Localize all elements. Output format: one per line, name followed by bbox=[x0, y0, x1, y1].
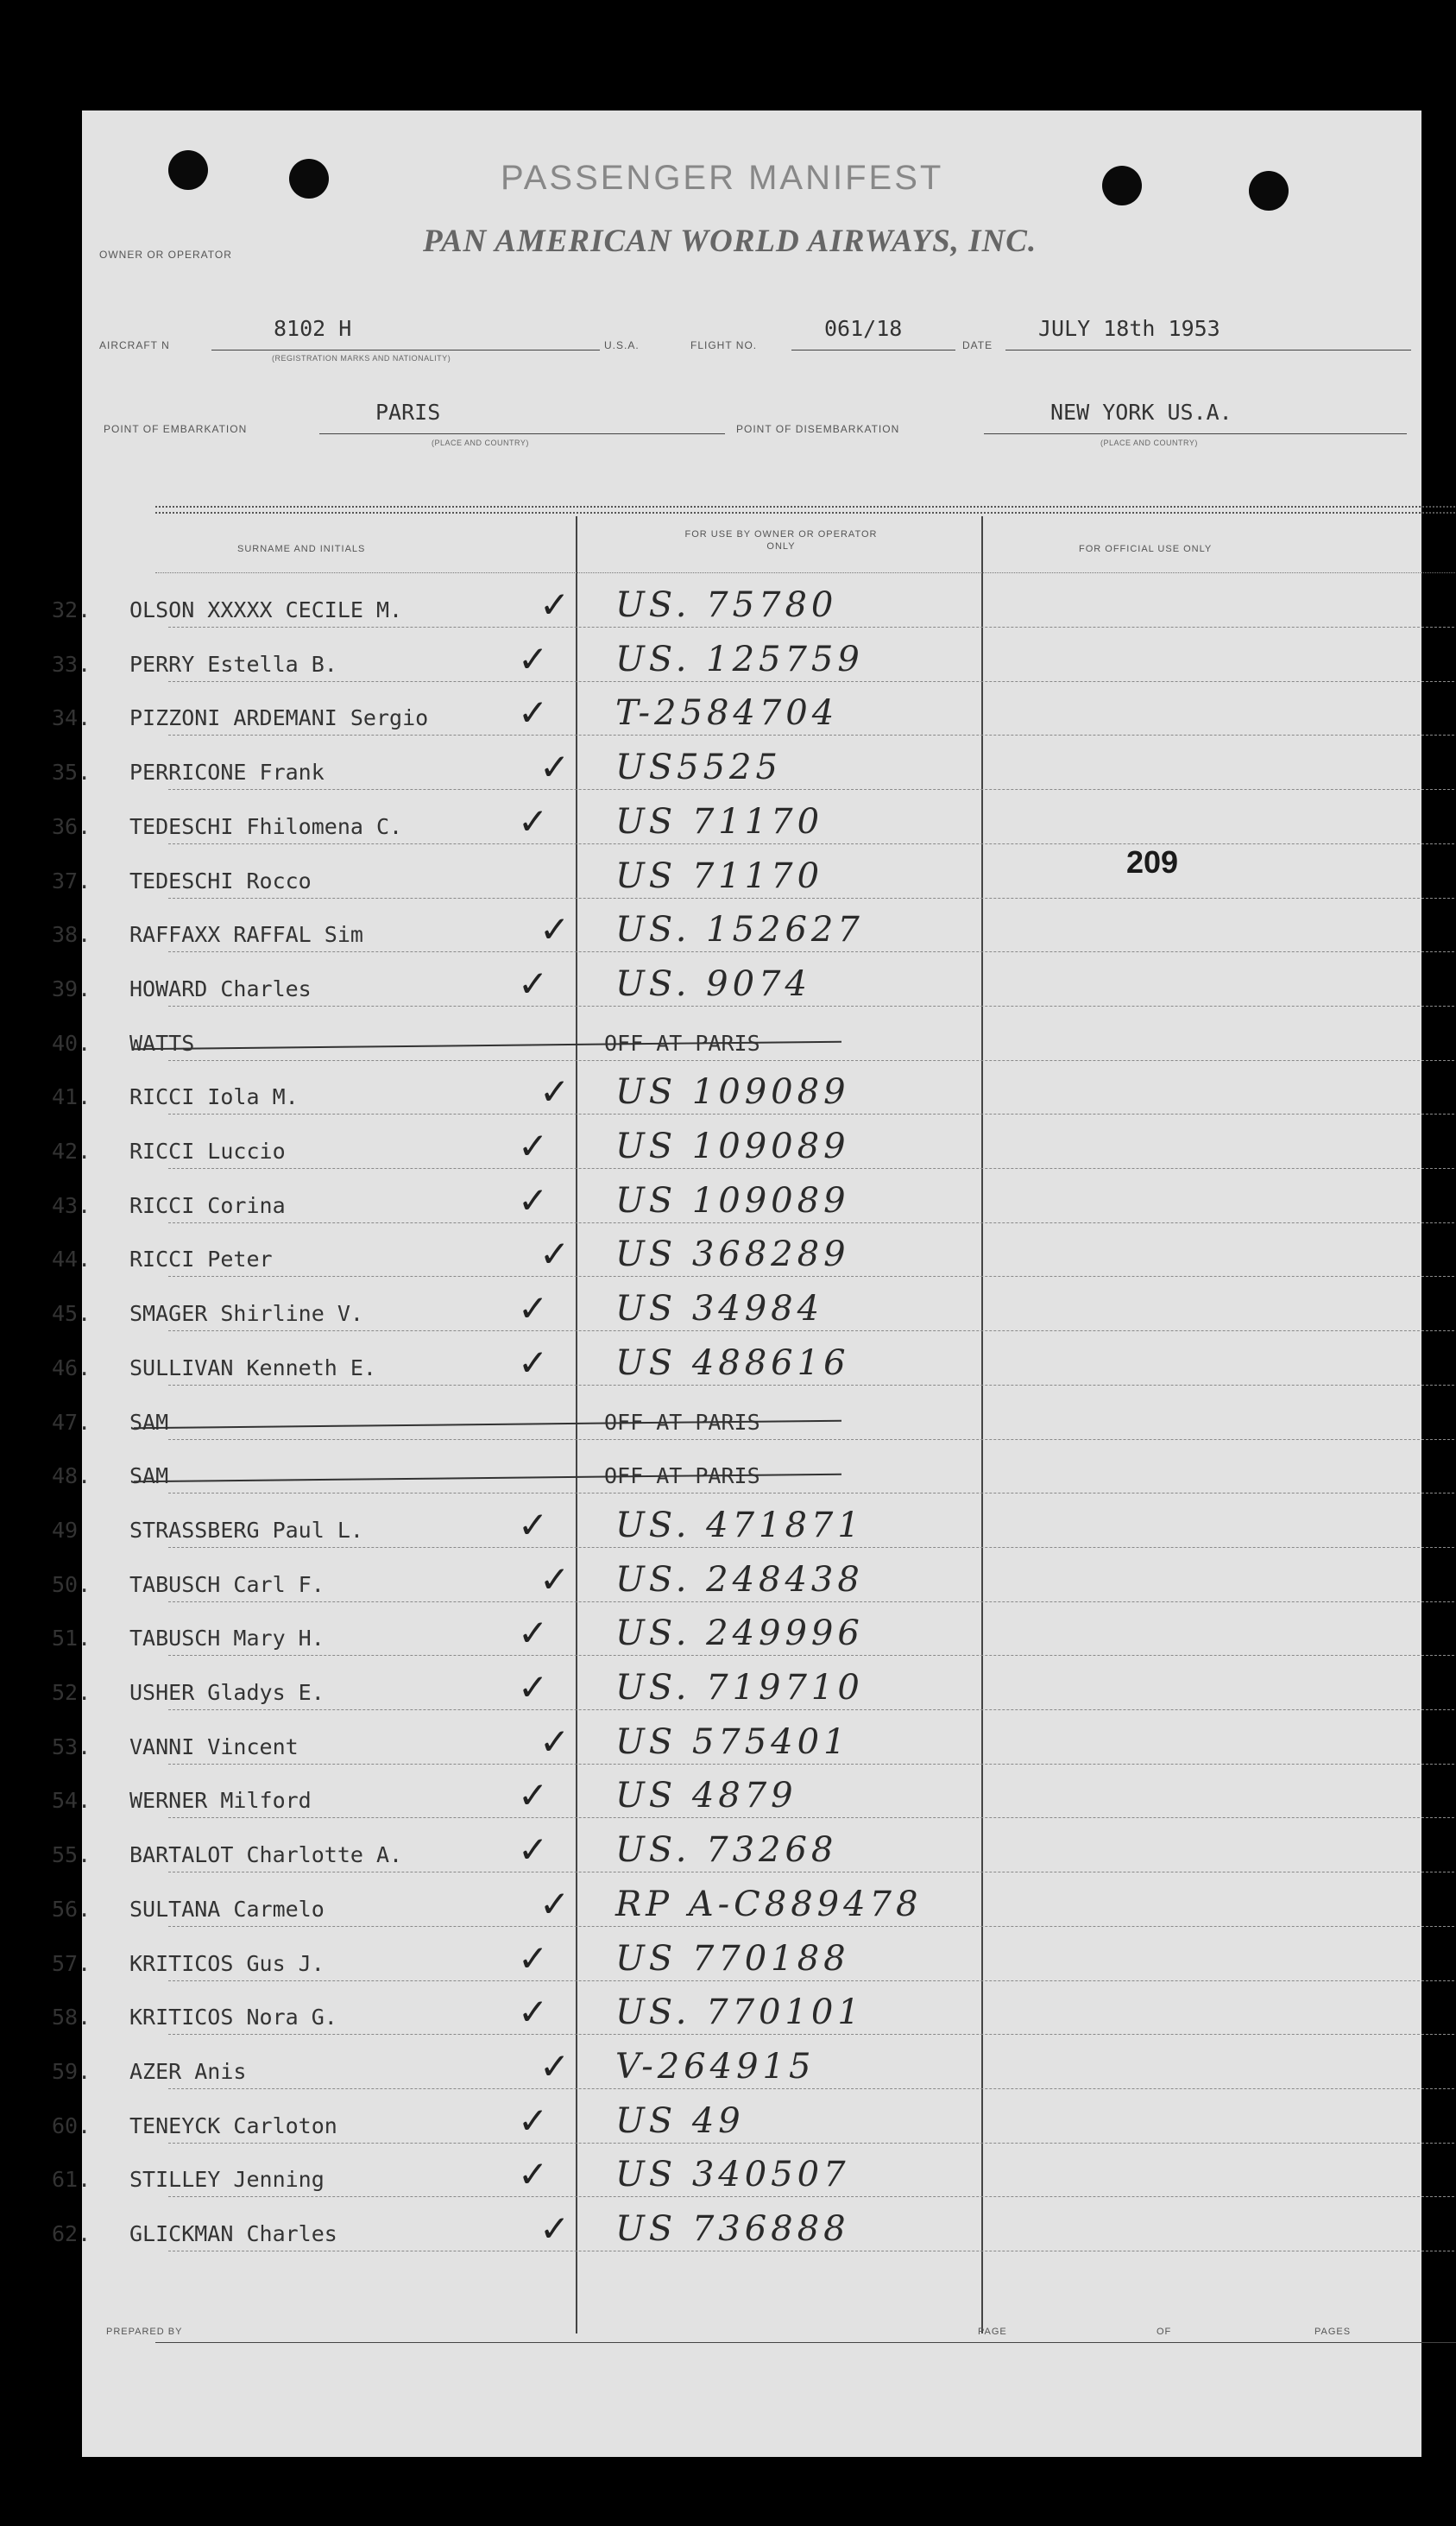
document-number: US. 471871 bbox=[615, 1506, 864, 1545]
table-top-rule-1 bbox=[155, 506, 1456, 508]
passenger-name: SAM bbox=[129, 1463, 169, 1488]
passenger-name: RAFFAXX RAFFAL Sim bbox=[129, 922, 363, 947]
document-number: US. 125759 bbox=[615, 640, 864, 679]
row-rule bbox=[168, 1980, 1454, 1981]
passenger-row bbox=[52, 1125, 1421, 1177]
document-number: US 109089 bbox=[615, 1127, 850, 1166]
row-number: 44. bbox=[52, 1247, 91, 1272]
passenger-row bbox=[52, 1883, 1421, 1935]
passenger-name: SULTANA Carmelo bbox=[129, 1897, 325, 1922]
passenger-name: WATTS bbox=[129, 1031, 195, 1056]
passenger-row bbox=[52, 963, 1421, 1014]
check-mark: ✓ bbox=[518, 1125, 549, 1167]
check-mark: ✓ bbox=[518, 1828, 549, 1871]
passenger-row bbox=[52, 1828, 1421, 1880]
passenger-row bbox=[52, 584, 1421, 635]
passenger-row bbox=[52, 746, 1421, 798]
check-mark: ✓ bbox=[518, 2100, 549, 2142]
document-number: RP A-C889478 bbox=[615, 1885, 923, 1924]
row-number: 41. bbox=[52, 1084, 91, 1109]
check-mark: ✓ bbox=[539, 2207, 570, 2250]
document-number: US 340507 bbox=[615, 2155, 850, 2194]
row-number: 54. bbox=[52, 1788, 91, 1813]
document-number: OFF AT PARIS bbox=[604, 1410, 760, 1435]
flight-label: FLIGHT NO. bbox=[690, 339, 758, 351]
passenger-name: KRITICOS Nora G. bbox=[129, 2005, 337, 2030]
check-mark: ✓ bbox=[518, 691, 549, 734]
row-rule bbox=[168, 681, 1454, 682]
row-rule bbox=[168, 1385, 1454, 1386]
check-mark: ✓ bbox=[518, 1342, 549, 1384]
passenger-name: TENEYCK Carloton bbox=[129, 2113, 337, 2138]
row-rule bbox=[168, 1817, 1454, 1818]
passenger-row bbox=[52, 855, 1421, 906]
document-number: US 34984 bbox=[615, 1289, 824, 1329]
disembark-label: POINT OF DISEMBARKATION bbox=[736, 423, 900, 435]
row-rule bbox=[168, 1709, 1454, 1710]
document-number: US. 770101 bbox=[615, 1992, 864, 2032]
row-number: 35. bbox=[52, 760, 91, 785]
passenger-row bbox=[52, 1017, 1421, 1069]
row-number: 59. bbox=[52, 2059, 91, 2084]
document-number: US 736888 bbox=[615, 2209, 850, 2249]
row-rule bbox=[168, 1060, 1454, 1061]
passenger-row bbox=[52, 1774, 1421, 1826]
check-mark: ✓ bbox=[518, 963, 549, 1005]
passenger-name: VANNI Vincent bbox=[129, 1734, 299, 1759]
manifest-page bbox=[52, 111, 1421, 2457]
column-header-name: SURNAME AND INITIALS bbox=[237, 544, 366, 554]
passenger-name: TEDESCHI Fhilomena C. bbox=[129, 814, 403, 839]
document-number: US 71170 bbox=[615, 856, 824, 896]
passenger-name: PERRICONE Frank bbox=[129, 760, 325, 785]
row-rule bbox=[168, 1547, 1454, 1548]
check-mark: ✓ bbox=[518, 1287, 549, 1329]
flight-value: 061/18 bbox=[824, 316, 903, 341]
check-mark: ✓ bbox=[518, 1666, 549, 1708]
of-label: OF bbox=[1157, 2327, 1172, 2337]
passenger-name: TEDESCHI Rocco bbox=[129, 868, 312, 894]
column-header-owner: FOR USE BY OWNER OR OPERATOR ONLY bbox=[684, 529, 878, 552]
row-rule bbox=[168, 1276, 1454, 1277]
footer-rule bbox=[155, 2342, 1456, 2343]
row-number: 61. bbox=[52, 2167, 91, 2192]
document-number: US 71170 bbox=[615, 802, 824, 842]
passenger-row bbox=[52, 1558, 1421, 1610]
passenger-name: PERRY Estella B. bbox=[129, 652, 337, 677]
check-mark: ✓ bbox=[518, 1179, 549, 1222]
document-number: US 4879 bbox=[615, 1776, 797, 1816]
row-number: 42. bbox=[52, 1139, 91, 1164]
document-number: US. 9074 bbox=[615, 964, 811, 1004]
passenger-row bbox=[52, 1991, 1421, 2043]
passenger-row bbox=[52, 2100, 1421, 2151]
prepared-by-label: PREPARED BY bbox=[106, 2327, 183, 2337]
row-number: 62. bbox=[52, 2221, 91, 2246]
passenger-row bbox=[52, 1721, 1421, 1772]
row-rule bbox=[168, 735, 1454, 736]
table-top-rule-2 bbox=[155, 512, 1456, 514]
punch-hole-right-1 bbox=[1102, 166, 1142, 205]
check-mark: ✓ bbox=[539, 1233, 570, 1275]
passenger-row bbox=[52, 1233, 1421, 1285]
passenger-name: TABUSCH Mary H. bbox=[129, 1626, 325, 1651]
disembark-place-note: (PLACE AND COUNTRY) bbox=[1100, 439, 1198, 447]
passenger-row bbox=[52, 2045, 1421, 2097]
passenger-row bbox=[52, 1070, 1421, 1122]
row-number: 39. bbox=[52, 976, 91, 1001]
date-value: JULY 18th 1953 bbox=[1038, 316, 1220, 341]
registration-note: (REGISTRATION MARKS AND NATIONALITY) bbox=[272, 354, 451, 363]
row-number: 56. bbox=[52, 1897, 91, 1922]
punch-hole-right-2 bbox=[1249, 171, 1289, 211]
document-number: T-2584704 bbox=[615, 693, 839, 733]
row-rule bbox=[168, 1764, 1454, 1765]
passenger-name: KRITICOS Gus J. bbox=[129, 1951, 325, 1976]
check-mark: ✓ bbox=[539, 1558, 570, 1601]
row-rule bbox=[168, 1926, 1454, 1927]
usa-label: U.S.A. bbox=[604, 339, 640, 351]
row-rule bbox=[168, 1655, 1454, 1656]
passenger-row bbox=[52, 1287, 1421, 1339]
passenger-name: TABUSCH Carl F. bbox=[129, 1572, 325, 1597]
passenger-row bbox=[52, 1396, 1421, 1448]
row-number: 34. bbox=[52, 705, 91, 730]
embark-place-note: (PLACE AND COUNTRY) bbox=[432, 439, 529, 447]
row-number: 50. bbox=[52, 1572, 91, 1597]
row-number: 33. bbox=[52, 652, 91, 677]
document-number: US. 152627 bbox=[615, 910, 864, 950]
document-number: US. 73268 bbox=[615, 1830, 838, 1870]
check-mark: ✓ bbox=[518, 1774, 549, 1816]
row-rule bbox=[168, 2034, 1454, 2035]
row-number: 32. bbox=[52, 597, 91, 622]
passenger-name: GLICKMAN Charles bbox=[129, 2221, 337, 2246]
passenger-name: OLSON XXXXX CECILE M. bbox=[129, 597, 403, 622]
passenger-row bbox=[52, 1612, 1421, 1664]
row-number: 51. bbox=[52, 1626, 91, 1651]
row-number: 57. bbox=[52, 1951, 91, 1976]
row-rule bbox=[168, 843, 1454, 844]
passenger-name: USHER Gladys E. bbox=[129, 1680, 325, 1705]
row-rule bbox=[168, 1601, 1454, 1602]
row-rule bbox=[168, 2196, 1454, 2197]
passenger-row bbox=[52, 2153, 1421, 2205]
passenger-name: SULLIVAN Kenneth E. bbox=[129, 1355, 376, 1380]
check-mark: ✓ bbox=[539, 1721, 570, 1763]
page-label: PAGE bbox=[978, 2327, 1007, 2337]
document-number: US 49 bbox=[615, 2101, 745, 2141]
row-number: 49 bbox=[52, 1518, 79, 1543]
passenger-name: AZER Anis bbox=[129, 2059, 247, 2084]
manifest-title: PASSENGER MANIFEST bbox=[501, 159, 944, 197]
passenger-row bbox=[52, 908, 1421, 960]
row-rule bbox=[168, 1222, 1454, 1223]
check-mark: ✓ bbox=[539, 908, 570, 950]
check-mark: ✓ bbox=[539, 746, 570, 788]
passenger-name: RICCI Corina bbox=[129, 1193, 286, 1218]
check-mark: ✓ bbox=[518, 800, 549, 843]
punch-hole-left-2 bbox=[289, 159, 329, 199]
passenger-name: RICCI Peter bbox=[129, 1247, 273, 1272]
operator-name: PAN AMERICAN WORLD AIRWAYS, INC. bbox=[423, 224, 1037, 259]
document-number: US. 75780 bbox=[615, 585, 838, 625]
document-number: US 109089 bbox=[615, 1072, 850, 1112]
check-mark: ✓ bbox=[539, 2045, 570, 2087]
passenger-row bbox=[52, 1666, 1421, 1718]
owner-label: OWNER OR OPERATOR bbox=[99, 249, 232, 261]
embark-label: POINT OF EMBARKATION bbox=[104, 423, 248, 435]
row-number: 48. bbox=[52, 1463, 91, 1488]
document-number: US 368289 bbox=[615, 1235, 850, 1274]
document-number: US 109089 bbox=[615, 1181, 850, 1221]
passenger-row bbox=[52, 1937, 1421, 1989]
check-mark: ✓ bbox=[539, 1070, 570, 1113]
disembark-value: NEW YORK US.A. bbox=[1050, 400, 1232, 425]
row-rule bbox=[168, 2143, 1454, 2144]
passenger-row bbox=[52, 1504, 1421, 1556]
passenger-row bbox=[52, 800, 1421, 852]
row-number: 38. bbox=[52, 922, 91, 947]
embark-value: PARIS bbox=[375, 400, 441, 425]
row-number: 52. bbox=[52, 1680, 91, 1705]
row-rule bbox=[168, 1439, 1454, 1440]
check-mark: ✓ bbox=[518, 1612, 549, 1654]
row-number: 58. bbox=[52, 2005, 91, 2030]
column-header-official: FOR OFFICIAL USE ONLY bbox=[1079, 544, 1213, 554]
passenger-name: STILLEY Jenning bbox=[129, 2167, 325, 2192]
document-number: US. 248438 bbox=[615, 1560, 864, 1600]
check-mark: ✓ bbox=[539, 584, 570, 626]
passenger-name: RICCI Luccio bbox=[129, 1139, 286, 1164]
check-mark: ✓ bbox=[518, 638, 549, 680]
row-rule bbox=[168, 951, 1454, 952]
row-rule bbox=[168, 2088, 1454, 2089]
row-rule bbox=[168, 1006, 1454, 1007]
passenger-name: PIZZONI ARDEMANI Sergio bbox=[129, 705, 429, 730]
row-number: 37. bbox=[52, 868, 91, 894]
passenger-name: HOWARD Charles bbox=[129, 976, 312, 1001]
row-number: 43. bbox=[52, 1193, 91, 1218]
row-rule bbox=[168, 1168, 1454, 1169]
document-number: US 770188 bbox=[615, 1939, 850, 1979]
row-rule bbox=[168, 627, 1454, 628]
check-mark: ✓ bbox=[539, 1883, 570, 1925]
row-rule bbox=[168, 898, 1454, 899]
row-rule bbox=[168, 1114, 1454, 1115]
pages-label: PAGES bbox=[1314, 2327, 1352, 2337]
official-number: 209 bbox=[1126, 844, 1179, 880]
punch-hole-left-1 bbox=[168, 150, 208, 190]
check-mark: ✓ bbox=[518, 2153, 549, 2195]
passenger-row bbox=[52, 1179, 1421, 1231]
row-number: 40. bbox=[52, 1031, 91, 1056]
disembark-underline bbox=[984, 433, 1407, 434]
document-number: US 488616 bbox=[615, 1343, 850, 1383]
passenger-name: SMAGER Shirline V. bbox=[129, 1301, 363, 1326]
passenger-row bbox=[52, 638, 1421, 690]
passenger-row bbox=[52, 1449, 1421, 1501]
document-number: V-264915 bbox=[615, 2047, 816, 2087]
header-rule bbox=[155, 572, 1456, 573]
document-number: US5525 bbox=[615, 748, 782, 787]
row-rule bbox=[168, 789, 1454, 790]
check-mark: ✓ bbox=[518, 1991, 549, 2033]
row-number: 36. bbox=[52, 814, 91, 839]
row-number: 53. bbox=[52, 1734, 91, 1759]
row-number: 46. bbox=[52, 1355, 91, 1380]
aircraft-value: 8102 H bbox=[274, 316, 352, 341]
row-number: 55. bbox=[52, 1842, 91, 1867]
document-number: US. 249996 bbox=[615, 1613, 864, 1653]
passenger-name: RICCI Iola M. bbox=[129, 1084, 299, 1109]
aircraft-label: AIRCRAFT N bbox=[99, 339, 170, 351]
passenger-name: SAM bbox=[129, 1410, 169, 1435]
passenger-name: BARTALOT Charlotte A. bbox=[129, 1842, 403, 1867]
passenger-name: WERNER Milford bbox=[129, 1788, 312, 1813]
row-rule bbox=[168, 1330, 1454, 1331]
row-number: 47. bbox=[52, 1410, 91, 1435]
document-number: OFF AT PARIS bbox=[604, 1031, 760, 1056]
passenger-name: STRASSBERG Paul L. bbox=[129, 1518, 363, 1543]
document-number: OFF AT PARIS bbox=[604, 1463, 760, 1488]
document-number: US 575401 bbox=[615, 1722, 850, 1762]
document-number: US. 719710 bbox=[615, 1668, 864, 1708]
row-number: 45. bbox=[52, 1301, 91, 1326]
check-mark: ✓ bbox=[518, 1937, 549, 1980]
row-number: 60. bbox=[52, 2113, 91, 2138]
passenger-row bbox=[52, 691, 1421, 743]
passenger-row bbox=[52, 2207, 1421, 2259]
embark-underline bbox=[319, 433, 725, 434]
passenger-row bbox=[52, 1342, 1421, 1393]
date-label: DATE bbox=[962, 339, 993, 351]
check-mark: ✓ bbox=[518, 1504, 549, 1546]
